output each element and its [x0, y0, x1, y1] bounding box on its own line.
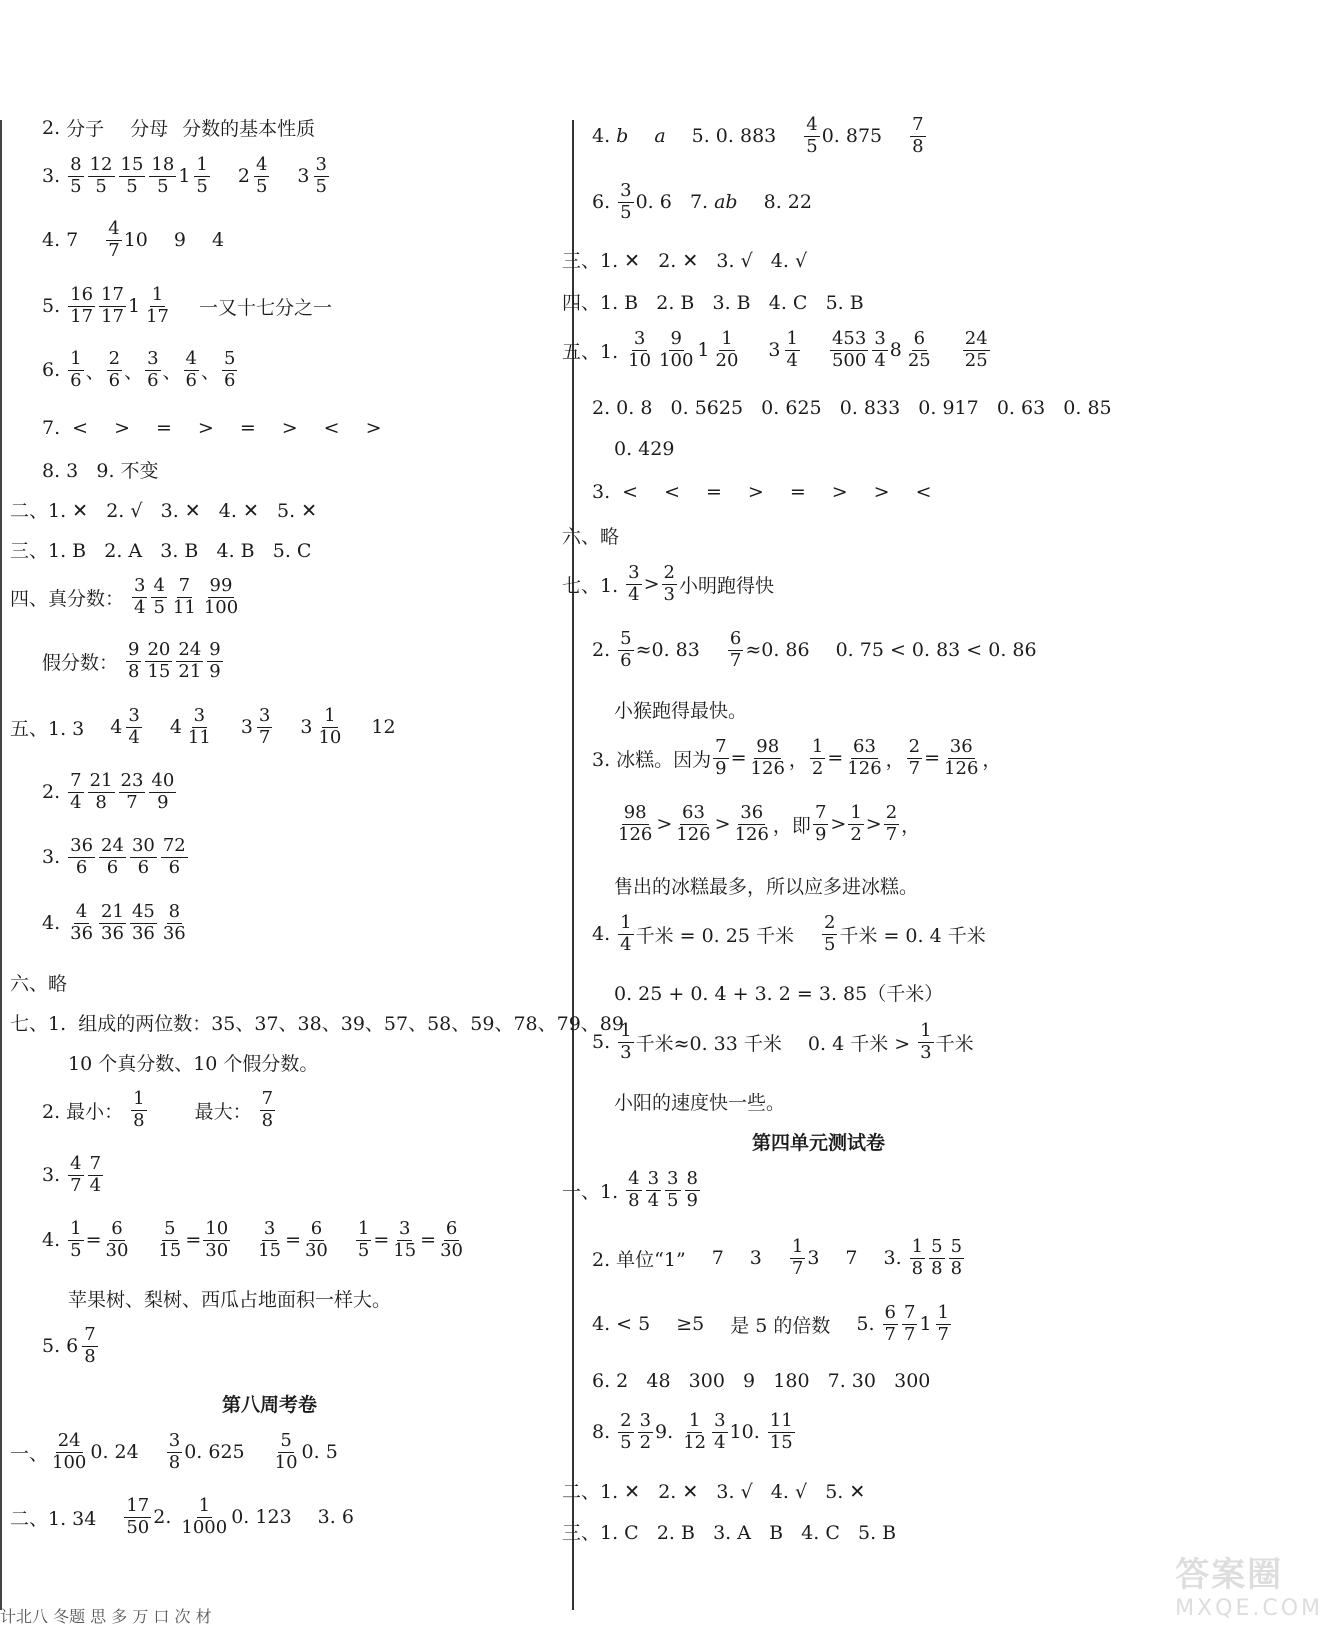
section-heading-week8: 第八周考卷 [222, 1394, 318, 1416]
fraction: $\frac{24}{21}$ [178, 639, 202, 682]
watermark-url: MXQE.COM [1175, 1596, 1323, 1621]
fraction: $\frac{3}{10}$ [628, 328, 652, 371]
fraction: $\frac{7}{4}$ [70, 770, 82, 813]
left-line-18: 10 个真分数、10 个假分数。 [68, 1053, 319, 1075]
right-line-20: 一、1. $\frac{4}{8}$ $\frac{3}{4}$ $\frac{3}{5}$ $\frac{8}{9}$ [562, 1168, 698, 1211]
fraction: $\frac{1}{5}$ [357, 1218, 370, 1261]
fraction: $\frac{21}{36}$ [101, 901, 124, 944]
right-line-24: 8. $\frac{2}{5}$ $\frac{3}{2}$ 9. $\frac{1}{12}$ $\frac{3}{4}$ 10. $\frac{11}{15}$ [592, 1410, 793, 1453]
fraction: $\frac{15}{5}$ [120, 154, 144, 197]
mixed-number: 1 $\frac{1}{7}$ [919, 1302, 949, 1345]
left-line-14: 3. $\frac{36}{6}$ $\frac{24}{6}$ $\frac{30}{6}$ $\frac{72}{6}$ [42, 835, 186, 878]
fraction: $\frac{3}{8}$ [168, 1430, 181, 1473]
fraction: $\frac{30}{6}$ [131, 835, 155, 878]
fraction: $\frac{3}{5}$ [667, 1168, 679, 1211]
right-line-9: 六、略 [562, 526, 620, 548]
right-line-14: $\frac{98}{126}$ > $\frac{63}{126}$ > $\frac{36}{126}$ ，即 $\frac{7}{9}$ > $\frac{1}{2}$ > $\frac{2}{7}$ ， [618, 802, 921, 845]
left-line-23: 5. 6 $\frac{7}{8}$ [42, 1326, 100, 1367]
mixed-number: 3 $\frac{3}{7}$ [240, 705, 271, 748]
fraction: $\frac{11}{15}$ [769, 1410, 793, 1453]
fraction: $\frac{1}{3}$ [920, 1020, 932, 1063]
left-line-6: 7. < > = > = > < > [42, 417, 382, 439]
fraction: $\frac{8}{9}$ [686, 1168, 698, 1211]
left-line-5: 6. $\frac{1}{6}$ 、 $\frac{2}{6}$ 、 $\frac{3}{6}$ 、 $\frac{4}{6}$ 、 $\frac{5}{6}$ [42, 348, 236, 391]
fraction: $\frac{99}{100}$ [203, 575, 239, 618]
fraction: $\frac{8}{36}$ [162, 901, 186, 944]
fraction: $\frac{1}{8}$ [911, 1236, 924, 1279]
fraction: $\frac{6}{7}$ [884, 1302, 896, 1345]
left-line-13: 2. $\frac{7}{4}$ $\frac{21}{8}$ $\frac{23}{7}$ $\frac{40}{9}$ [42, 770, 175, 813]
left-line-25: 二、1. 34 $\frac{17}{50}$ 2. $\frac{1}{1000}$ 0. 123 3. 6 [10, 1495, 354, 1538]
fraction: $\frac{1}{5}$ [70, 1218, 82, 1261]
fraction: $\frac{23}{7}$ [120, 770, 144, 813]
right-line-3: 三、1. ✕ 2. ✕ 3. √ 4. √ [562, 250, 808, 272]
left-margin-rule [0, 120, 2, 1610]
fraction: $\frac{6}{30}$ [105, 1218, 129, 1261]
fraction: $\frac{6}{7}$ [729, 628, 742, 671]
fraction: $\frac{7}{11}$ [172, 575, 196, 618]
fraction: $\frac{4}{7}$ [108, 218, 120, 261]
fraction: $\frac{3}{4}$ [714, 1410, 726, 1453]
fraction: $\frac{2}{3}$ [663, 562, 675, 605]
right-line-23: 6. 2 48 300 9 180 7. 30 300 [592, 1370, 931, 1392]
left-line-3: 4. 7 $\frac{4}{7}$ 10 9 4 [42, 218, 225, 261]
fraction: $\frac{16}{17}$ [70, 284, 94, 327]
fraction: $\frac{6}{30}$ [440, 1218, 463, 1261]
fraction: $\frac{24}{6}$ [101, 835, 124, 878]
fraction: $\frac{2}{7}$ [908, 736, 921, 779]
fraction: $\frac{5}{6}$ [224, 348, 236, 391]
fraction: $\frac{24}{100}$ [52, 1430, 87, 1473]
fraction: $\frac{5}{6}$ [620, 628, 632, 671]
fraction: $\frac{40}{9}$ [151, 770, 175, 813]
fraction: $\frac{10}{30}$ [205, 1218, 229, 1261]
fraction: $\frac{6}{30}$ [304, 1218, 328, 1261]
left-line-19: 2. 最小： $\frac{1}{8}$ 最大： $\frac{7}{8}$ [42, 1088, 274, 1131]
right-line-7: 0. 429 [614, 438, 675, 460]
fraction: $\frac{98}{126}$ [750, 736, 785, 779]
right-line-12: 小猴跑得最快。 [614, 700, 748, 722]
fraction: $\frac{7}{9}$ [715, 736, 727, 779]
fraction: $\frac{7}{9}$ [814, 802, 827, 845]
left-line-2: 3. $\frac{8}{5}$ $\frac{12}{5}$ $\frac{15}{5}$ $\frac{18}{5}$ 1 $\frac{1}{5}$ 2 $\frac{4}{5}$ 3 $\frac{3}{5}$ [42, 156, 357, 197]
fraction: $\frac{4}{6}$ [185, 348, 197, 391]
right-line-8: 3. < < = > = > > < [592, 481, 932, 503]
fraction: $\frac{4}{5}$ [806, 114, 818, 157]
fraction: $\frac{4}{36}$ [70, 901, 94, 944]
left-line-7: 8. 3 9. 不变 [42, 460, 159, 482]
fraction: $\frac{3}{4}$ [647, 1168, 660, 1211]
left-line-16: 六、略 [10, 973, 68, 995]
fraction: $\frac{1}{8}$ [133, 1088, 145, 1131]
fraction: $\frac{98}{126}$ [618, 802, 653, 845]
fraction: $\frac{4}{5}$ [153, 575, 165, 618]
right-line-1: 4. b a 5. 0. 883 $\frac{4}{5}$ 0. 875 $\frac{7}{8}$ [592, 114, 924, 157]
fraction: $\frac{3}{5}$ [620, 180, 632, 223]
fraction: $\frac{3}{6}$ [147, 348, 159, 391]
fraction: $\frac{1}{12}$ [683, 1410, 707, 1453]
mixed-number: 2 $\frac{4}{5}$ [237, 154, 268, 197]
left-line-10: 四、真分数： $\frac{3}{4}$ $\frac{4}{5}$ $\frac{7}{11}$ $\frac{99}{100}$ [10, 575, 239, 618]
left-line-20: 3. $\frac{4}{7}$ $\frac{7}{4}$ [42, 1153, 102, 1196]
fraction: $\frac{17}{17}$ [101, 284, 124, 327]
right-line-26: 三、1. C 2. B 3. A B 4. C 5. B [562, 1522, 897, 1544]
fraction: $\frac{3}{4}$ [628, 562, 640, 605]
fraction: $\frac{36}{126}$ [734, 802, 769, 845]
right-line-22: 4. < 5 ≥5 是 5 的倍数 5. $\frac{6}{7}$ $\frac{7}{7}$ 1 $\frac{1}{7}$ [592, 1304, 979, 1345]
right-line-2: 6. $\frac{3}{5}$ 0. 6 7. ab 8. 22 [592, 180, 812, 223]
fraction: $\frac{5}{8}$ [950, 1236, 963, 1279]
mixed-number: 3 $\frac{1}{4}$ [768, 328, 798, 371]
right-line-10: 七、1. $\frac{3}{4}$ > $\frac{2}{3}$ 小明跑得快 [562, 562, 774, 605]
fraction: $\frac{3}{15}$ [258, 1218, 282, 1261]
left-line-17: 七、1. 组成的两位数：35、37、38、39、57、58、59、78、79、89 [10, 1013, 624, 1035]
right-line-19: 小阳的速度快一些。 [614, 1092, 786, 1114]
fraction: $\frac{8}{5}$ [70, 154, 82, 197]
fraction: $\frac{72}{6}$ [162, 835, 186, 878]
mixed-number: 6 $\frac{7}{8}$ [66, 1324, 96, 1367]
fraction: $\frac{63}{126}$ [676, 802, 711, 845]
mixed-number: 3 $\frac{3}{5}$ [297, 154, 327, 197]
fraction: $\frac{1}{4}$ [620, 912, 632, 955]
right-line-25: 二、1. ✕ 2. ✕ 3. √ 4. √ 5. ✕ [562, 1481, 866, 1503]
fraction: $\frac{5}{10}$ [274, 1430, 298, 1473]
right-line-4: 四、1. B 2. B 3. B 4. C 5. B [562, 292, 864, 314]
right-line-16: 4. $\frac{1}{4}$ 千米 = 0. 25 千米 $\frac{2}{5}$ 千米 = 0. 4 千米 [592, 912, 986, 955]
left-line-21: 4. $\frac{1}{5}$ = $\frac{6}{30}$ $\frac{5}{15}$ = $\frac{10}{30}$ $\frac{3}{15}$ = $\frac{6}{30}$ $\frac{1}{5}$ = $\frac{3}{15}$ = $\frac{6}{30}$ [42, 1218, 463, 1261]
fraction: $\frac{7}{4}$ [89, 1153, 102, 1196]
fraction: $\frac{3}{4}$ [134, 575, 146, 618]
fraction: $\frac{9}{8}$ [128, 639, 140, 682]
left-line-4: 5. $\frac{16}{17}$ $\frac{17}{17}$ 1 $\frac{1}{17}$ 一又十七分之一 [42, 284, 332, 327]
fraction: $\frac{9}{9}$ [209, 639, 221, 682]
fraction: $\frac{21}{8}$ [89, 770, 113, 813]
fraction: $\frac{1}{2}$ [811, 736, 824, 779]
left-line-11: 假分数： $\frac{9}{8}$ $\frac{20}{15}$ $\frac{24}{21}$ $\frac{9}{9}$ [42, 639, 221, 682]
fraction: $\frac{5}{8}$ [931, 1236, 943, 1279]
mixed-number: 4 $\frac{3}{4}$ [110, 705, 140, 748]
fraction: $\frac{7}{7}$ [904, 1302, 916, 1345]
fraction: $\frac{1}{3}$ [620, 1020, 632, 1063]
fraction: $\frac{63}{126}$ [847, 736, 882, 779]
right-line-5: 五、1. $\frac{3}{10}$ $\frac{9}{100}$ 1 $\frac{1}{20}$ 3 $\frac{1}{4}$ $\frac{453}{500}$ $\frac{3}{4}$ 8 $\frac{6}{25}$ $\frac{24}{25}$ [562, 328, 988, 371]
fraction: $\frac{7}{8}$ [912, 114, 924, 157]
mixed-number: 3 $\frac{1}{10}$ [300, 705, 342, 748]
right-line-21: 2. 单位“1” 7 3 $\frac{1}{7}$ 3 7 3. $\frac{1}{8}$ $\frac{5}{8}$ $\frac{5}{8}$ [592, 1236, 963, 1279]
fraction: $\frac{4}{7}$ [70, 1153, 82, 1196]
fraction: $\frac{17}{50}$ [126, 1495, 150, 1538]
right-line-11: 2. $\frac{5}{6}$ ≈0. 83 $\frac{6}{7}$ ≈0. 86 0. 75 < 0. 83 < 0. 86 [592, 628, 1037, 671]
section-heading-unit4: 第四单元测试卷 [752, 1132, 886, 1154]
fraction: $\frac{18}{5}$ [151, 154, 175, 197]
left-line-1: 2. 分子 分母 分数的基本性质 [42, 116, 316, 140]
fraction: $\frac{2}{5}$ [823, 912, 836, 955]
fraction: $\frac{4}{8}$ [628, 1168, 640, 1211]
right-line-6: 2. 0. 8 0. 5625 0. 625 0. 833 0. 917 0. 63 0. 85 [592, 397, 1112, 419]
fraction: $\frac{24}{25}$ [964, 328, 988, 371]
fraction: $\frac{5}{15}$ [158, 1218, 182, 1261]
mixed-number: 8 $\frac{6}{25}$ [889, 328, 931, 371]
fraction: $\frac{3}{2}$ [639, 1410, 652, 1453]
mixed-number: 1 $\frac{1}{5}$ [178, 154, 208, 197]
left-line-12: 五、1. 3 4 $\frac{3}{4}$ 4 $\frac{3}{11}$ 3 $\frac{3}{7}$ 3 $\frac{1}{10}$ 12 [10, 705, 396, 748]
fraction: $\frac{1}{6}$ [70, 348, 82, 391]
fraction: $\frac{3}{4}$ [874, 328, 886, 371]
fraction: $\frac{36}{126}$ [944, 736, 979, 779]
watermark-text: 答案圈 [1175, 1555, 1284, 1595]
fraction: $\frac{2}{5}$ [620, 1410, 632, 1453]
fraction: $\frac{12}{5}$ [89, 154, 113, 197]
right-line-15: 售出的冰糕最多，所以应多进冰糕。 [614, 876, 919, 898]
right-line-18: 5. $\frac{1}{3}$ 千米≈0. 33 千米 0. 4 千米 > $\frac{1}{3}$ 千米 [592, 1020, 974, 1063]
fraction: $\frac{1}{7}$ [791, 1236, 804, 1279]
fraction: $\frac{1}{1000}$ [181, 1495, 228, 1538]
left-line-22: 苹果树、梨树、西瓜占地面积一样大。 [68, 1289, 392, 1311]
fraction: $\frac{2}{7}$ [885, 802, 898, 845]
bottom-scrawl-text: 计北八 冬题 思 多 万 口 次 材 [0, 1607, 212, 1626]
fraction: $\frac{3}{15}$ [393, 1218, 417, 1261]
left-line-9: 三、1. B 2. A 3. B 4. B 5. C [10, 540, 312, 562]
left-line-24: 一、 $\frac{24}{100}$ 0. 24 $\frac{3}{8}$ 0. 625 $\frac{5}{10}$ 0. 5 [10, 1430, 338, 1473]
mixed-number: 4 $\frac{3}{11}$ [169, 705, 211, 748]
mixed-number: 1 $\frac{1}{17}$ [127, 284, 169, 327]
right-line-13: 3. 冰糕。因为 $\frac{7}{9}$ = $\frac{98}{126}$ ， $\frac{1}{2}$ = $\frac{63}{126}$ ， $\frac{2}{7}$ = $\frac{36}{126}$ ， [592, 736, 1002, 779]
fraction: $\frac{45}{36}$ [131, 901, 155, 944]
fraction: $\frac{453}{500}$ [831, 328, 867, 371]
left-line-8: 二、1. ✕ 2. √ 3. ✕ 4. ✕ 5. ✕ [10, 500, 318, 522]
fraction: $\frac{1}{2}$ [850, 802, 862, 845]
mixed-number: 1 $\frac{1}{20}$ [697, 328, 739, 371]
fraction: $\frac{7}{8}$ [261, 1088, 274, 1131]
fraction: $\frac{9}{100}$ [659, 328, 694, 371]
fraction: $\frac{36}{6}$ [70, 835, 94, 878]
left-line-15: 4. $\frac{4}{36}$ $\frac{21}{36}$ $\frac{45}{36}$ $\frac{8}{36}$ [42, 901, 186, 944]
right-line-17: 0. 25 + 0. 4 + 3. 2 = 3. 85（千米） [614, 983, 944, 1005]
fraction: $\frac{20}{15}$ [147, 639, 171, 682]
watermark-logo [1175, 1547, 1323, 1621]
fraction: $\frac{2}{6}$ [108, 348, 121, 391]
